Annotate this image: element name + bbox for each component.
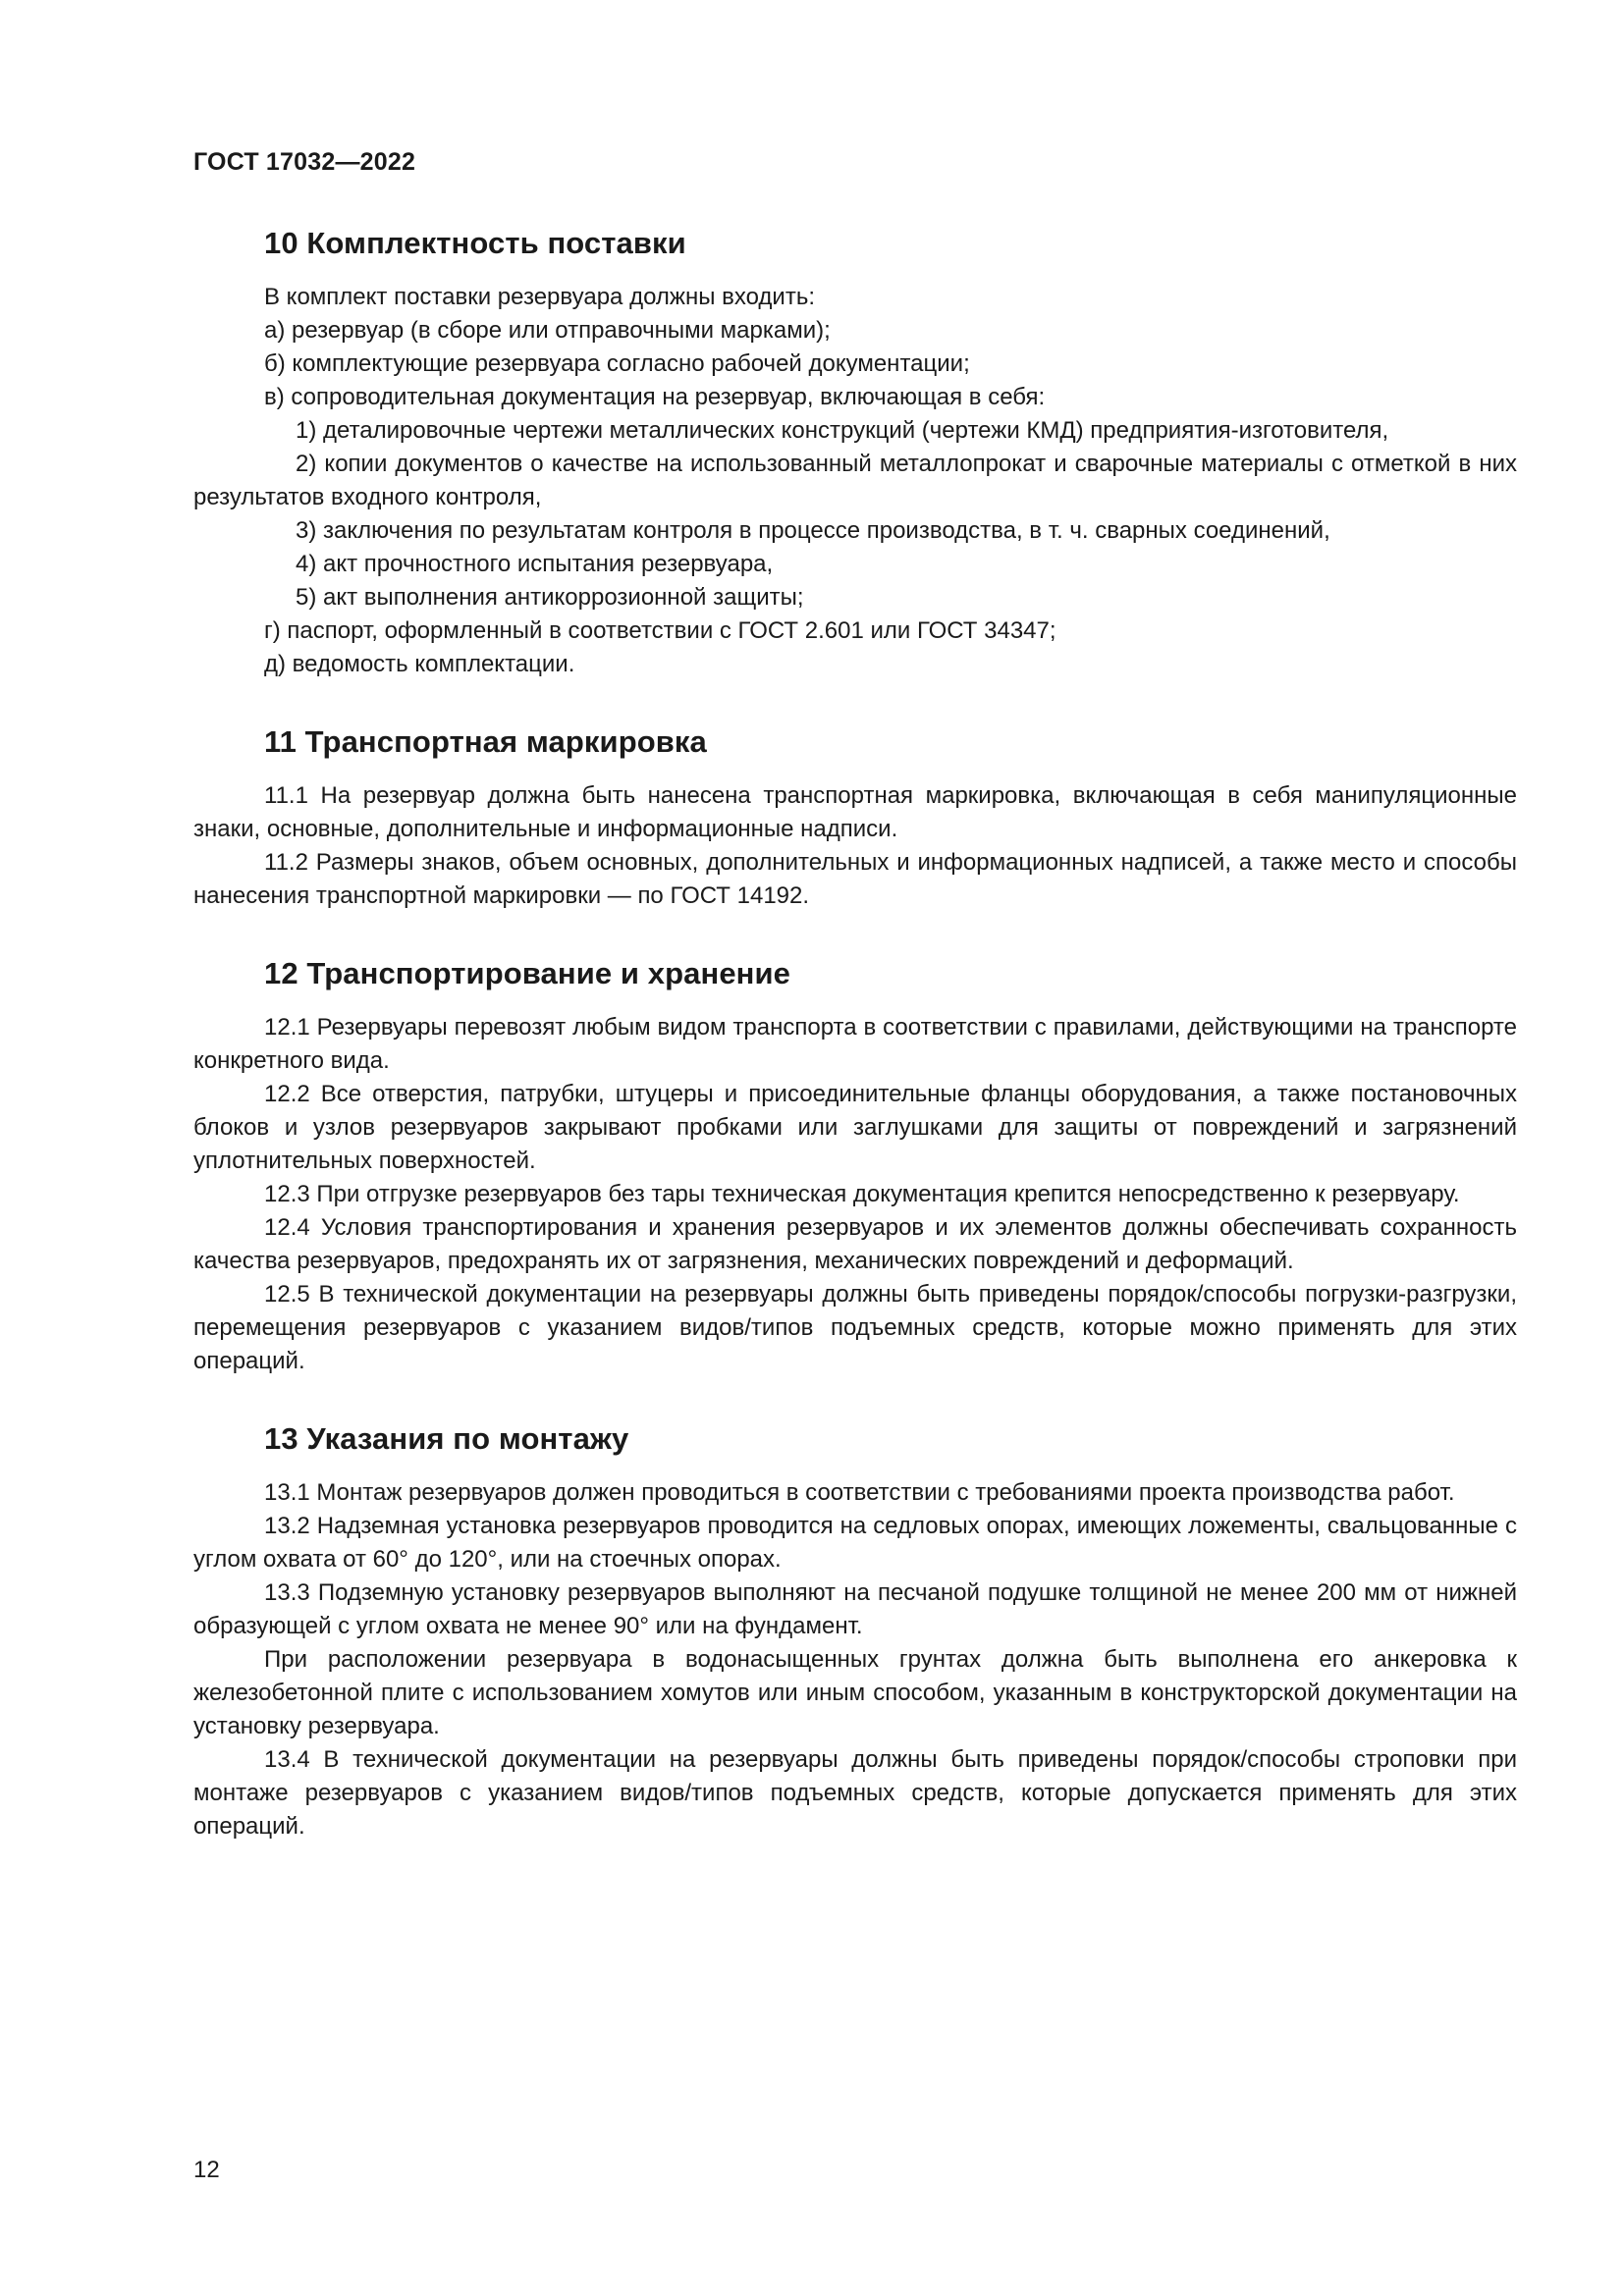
section-13-title: 13 Указания по монтажу xyxy=(264,1421,629,1456)
section-10-item-d: д) ведомость комплектации. xyxy=(264,651,575,677)
paragraph-12-5: 12.5 В технической документации на резервуары должны быть приведены порядок/способы погрузки-разгрузки, перемещения резервуаров с указанием видов/типов подъемных средств, которые можно применять для этих операций. xyxy=(193,1281,1517,1374)
paragraph-12-4: 12.4 Условия транспортирования и хранения резервуаров и их элементов должны обеспечивать сохранность качества резервуаров, предохранять их от загрязнения, механических повреждений и деформаций. xyxy=(193,1214,1517,1274)
paragraph-13-4: 13.4 В технической документации на резервуары должны быть приведены порядок/способы строповки при монтаже резервуаров с указанием видов/типов подъемных средств, которые допускается применять для этих операций. xyxy=(193,1746,1517,1840)
section-12-title: 12 Транспортирование и хранение xyxy=(264,956,790,990)
section-11-title: 11 Транспортная маркировка xyxy=(264,724,707,759)
paragraph-12-1: 12.1 Резервуары перевозят любым видом транспорта в соответствии с правилами, действующими на транспорте конкретного вида. xyxy=(193,1014,1517,1074)
document-page xyxy=(193,145,1517,1843)
paragraph-13-1: 13.1 Монтаж резервуаров должен проводиться в соответствии с требованиями проекта производства работ. xyxy=(264,1479,1455,1506)
section-10-subitem-1: 1) деталировочные чертежи металлических конструкций (чертежи КМД) предприятия-изготовителя, xyxy=(296,417,1389,444)
section-10-intro: В комплект поставки резервуара должны входить: xyxy=(264,284,815,310)
paragraph-11-1: 11.1 На резервуар должна быть нанесена транспортная маркировка, включающая в себя манипуляционные знаки, основные, дополнительные и информационные надписи. xyxy=(193,782,1517,842)
paragraph-13-3-cont: При расположении резервуара в водонасыщенных грунтах должна быть выполнена его анкеровка к железобетонной плите с использованием хомутов или иным способом, указанным в конструкторской документации на установку резервуара. xyxy=(193,1646,1517,1739)
section-10-item-v: в) сопроводительная документация на резервуар, включающая в себя: xyxy=(264,384,1046,410)
page-number: 12 xyxy=(193,2157,220,2183)
section-10-title: 10 Комплектность поставки xyxy=(264,226,686,260)
section-10 xyxy=(193,224,1517,681)
paragraph-13-2: 13.2 Надземная установка резервуаров проводится на седловых опорах, имеющих ложементы, свальцованные с углом охвата от 60° до 120°, или на стоечных опорах. xyxy=(193,1513,1517,1573)
section-10-item-a: а) резервуар (в сборе или отправочными марками); xyxy=(264,317,831,344)
section-12 xyxy=(193,954,1517,1378)
section-10-subitem-5: 5) акт выполнения антикоррозионной защиты; xyxy=(296,584,804,611)
section-10-subitem-3: 3) заключения по результатам контроля в процессе производства, в т. ч. сварных соединений, xyxy=(296,517,1330,544)
paragraph-13-3: 13.3 Подземную установку резервуаров выполняют на песчаной подушке толщиной не менее 200 мм от нижней образующей с углом охвата не менее 90° или на фундамент. xyxy=(193,1579,1517,1639)
section-13 xyxy=(193,1419,1517,1843)
section-10-subitem-2: 2) копии документов о качестве на использованный металлопрокат и сварочные материалы с отметкой в них результатов входного контроля, xyxy=(193,451,1517,510)
paragraph-11-2: 11.2 Размеры знаков, объем основных, дополнительных и информационных надписей, а также место и способы нанесения транспортной маркировки — по ГОСТ 14192. xyxy=(193,849,1517,909)
paragraph-12-2: 12.2 Все отверстия, патрубки, штуцеры и присоединительные фланцы оборудования, а также постановочных блоков и узлов резервуаров закрывают пробками или заглушками для защиты от повреждений и загрязнений уплотнительных поверхностей. xyxy=(193,1081,1517,1174)
section-10-subitem-4: 4) акт прочностного испытания резервуара, xyxy=(296,551,774,577)
section-10-item-g: г) паспорт, оформленный в соответствии с ГОСТ 2.601 или ГОСТ 34347; xyxy=(264,617,1056,644)
document-code: ГОСТ 17032—2022 xyxy=(193,148,416,176)
paragraph-12-3: 12.3 При отгрузке резервуаров без тары техническая документация крепится непосредственно к резервуару. xyxy=(264,1181,1460,1207)
section-11 xyxy=(193,722,1517,913)
section-10-item-b: б) комплектующие резервуара согласно рабочей документации; xyxy=(264,350,970,377)
